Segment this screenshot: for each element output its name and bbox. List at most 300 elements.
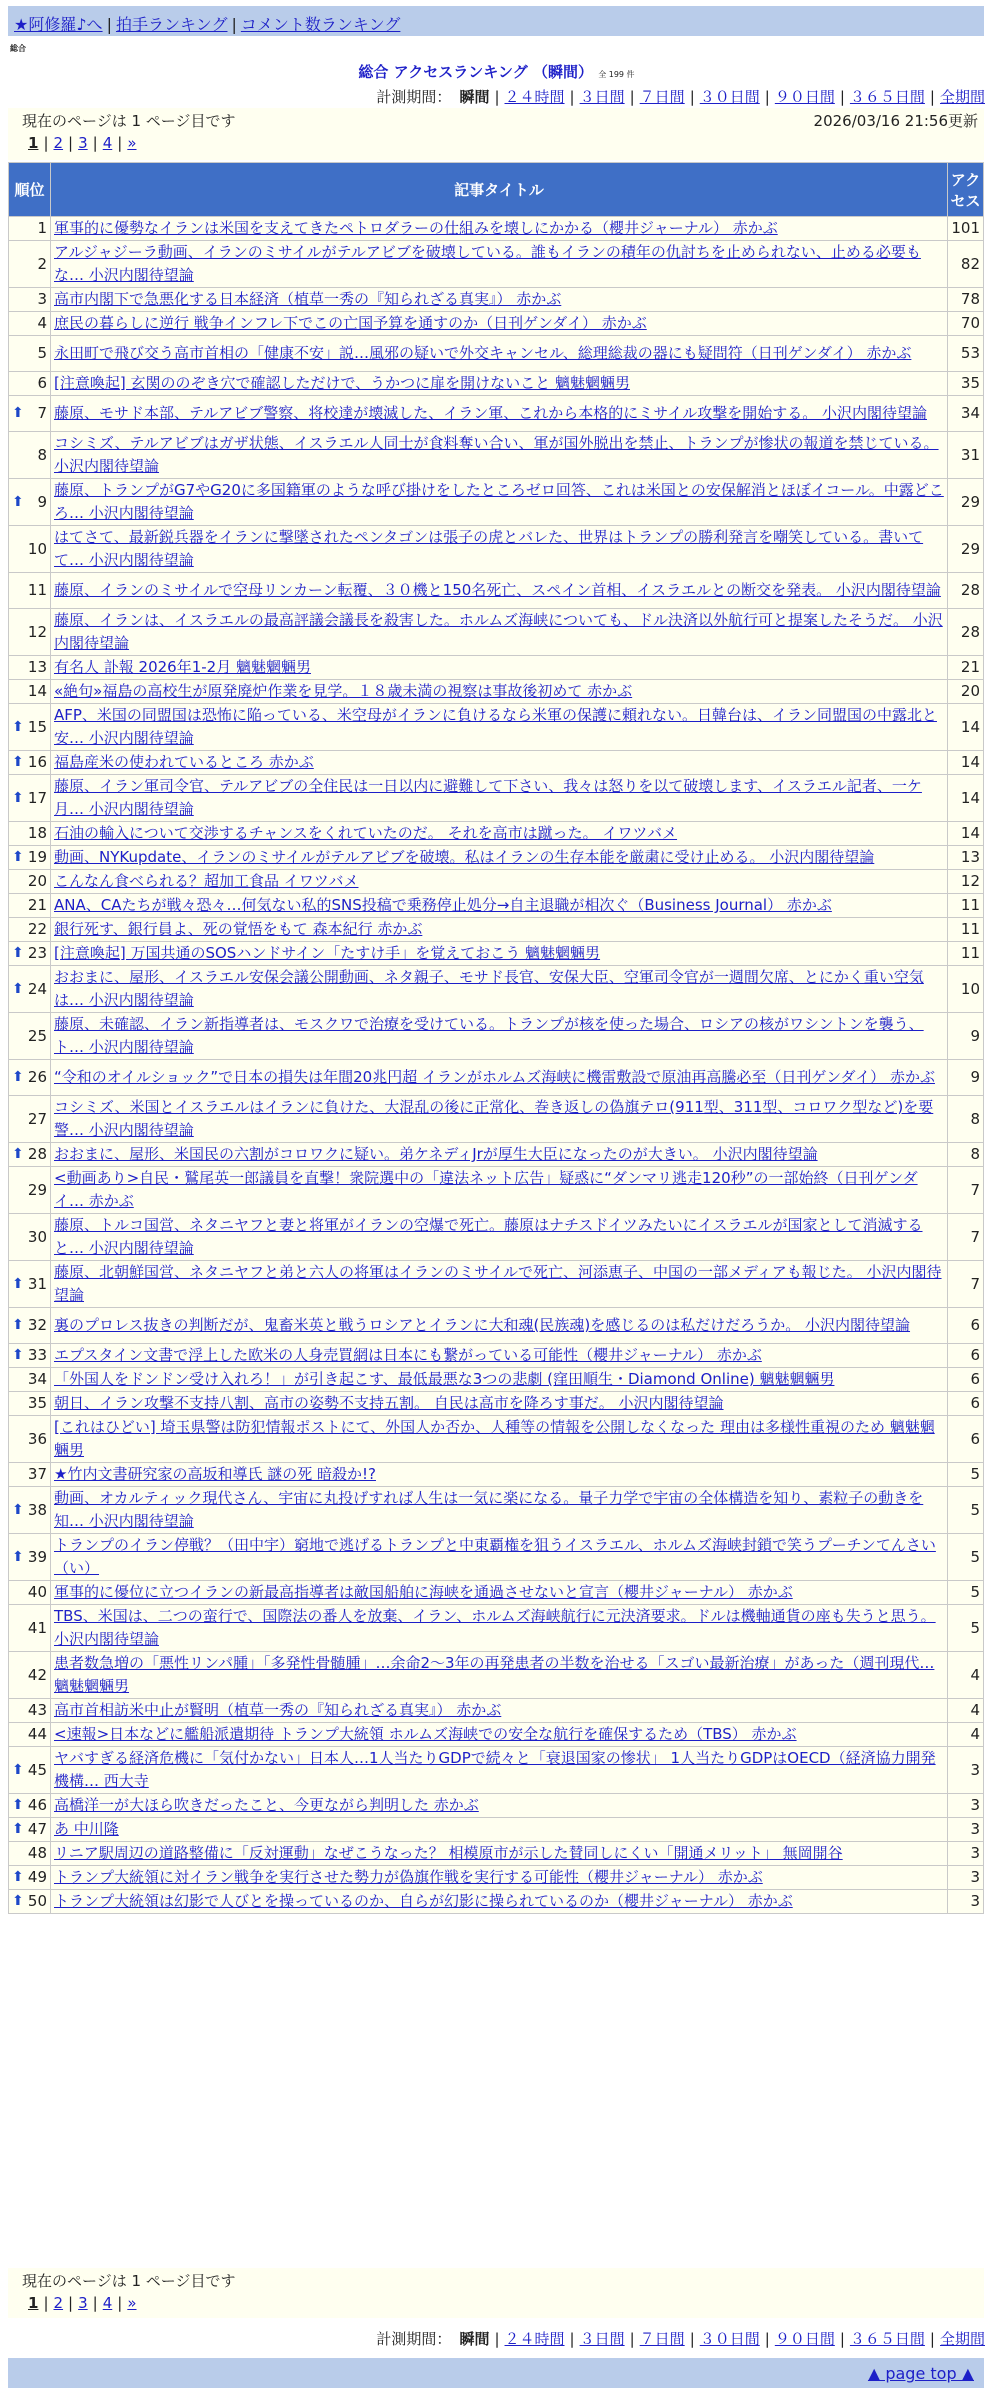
period-link[interactable]: ９０日間 (774, 2330, 835, 2348)
access-count: 13 (948, 846, 984, 870)
access-count: 6 (948, 1344, 984, 1368)
article-link[interactable]: おおまに、屋形、米国民の六割がコロワクに疑い。弟ケネディJrが厚生大臣になったのが大きい。 小沢内閣待望論 (54, 1145, 818, 1163)
article-link[interactable]: TBS、米国は、二つの蛮行で、国際法の番人を放棄、イラン、ホルムズ海峡航行に元決済要求。ドルは機軸通貨の座も失うと思う。 小沢内閣待望論 (54, 1607, 936, 1648)
article-count: 全 199 件 (598, 70, 635, 79)
rank-number: 36 (27, 1429, 47, 1448)
article-link[interactable]: AFP、米国の同盟国は恐怖に陥っている、米空母がイランに負けるなら米軍の保護に頼れない。日韓台は、イラン同盟国の中露北と安… 小沢内閣待望論 (54, 706, 937, 747)
rank-up-arrow-icon: ⬆ (12, 1146, 24, 1162)
period-link[interactable]: ３日間 (579, 88, 625, 106)
period-separator: | (569, 88, 575, 106)
rank-up-arrow-icon: ⬆ (12, 1069, 24, 1085)
rank-number: 18 (27, 824, 47, 842)
rank-number: 33 (27, 1346, 47, 1364)
table-row (9, 336, 984, 372)
rank-number: 50 (27, 1892, 47, 1910)
rank-header: 順位 (9, 163, 51, 217)
rank-number: 4 (37, 314, 47, 332)
table-row (9, 526, 984, 573)
period-link[interactable]: ３６５日間 (849, 2330, 925, 2348)
next-page-link[interactable]: » (127, 134, 137, 152)
home-link[interactable]: ★阿修羅♪へ (14, 15, 103, 34)
period-link[interactable]: ３日間 (579, 2330, 625, 2348)
page-top-link[interactable]: ▲ page top ▲ (867, 2364, 974, 2383)
pager-separator: | (68, 2294, 74, 2312)
title-cell (51, 966, 948, 1013)
table-row (9, 656, 984, 680)
comment-ranking-link[interactable]: コメント数ランキング (240, 15, 401, 34)
rank-number: 29 (27, 1180, 47, 1199)
rank-number: 37 (27, 1465, 47, 1483)
table-row (9, 751, 984, 775)
table-row (9, 1463, 984, 1487)
article-link[interactable]: ★竹内文書研究家の高坂和導氏 謎の死 暗殺か!? (54, 1465, 376, 1483)
period-link[interactable]: ３０日間 (699, 2330, 760, 2348)
article-link[interactable]: 朝日、イラン攻撃不支持八割、高市の姿勢不支持五割。 自民は高市を降ろす事だ。 小沢内閣待望論 (54, 1394, 724, 1412)
rank-cell (9, 526, 51, 573)
rank-up-arrow-icon: ⬆ (12, 789, 24, 806)
table-row (9, 312, 984, 336)
article-link[interactable]: 患者数急増の「悪性リンパ腫」「多発性骨髄腫」…余命2〜3年の再発患者の半数を治せる「スゴい最新治療」があった（週刊現代… 魑魅魍魎男 (54, 1654, 935, 1695)
title-header: 記事タイトル (51, 163, 948, 217)
title-cell (51, 1060, 948, 1096)
rank-up-arrow-icon: ⬆ (12, 1548, 24, 1565)
period-link[interactable]: ３０日間 (699, 88, 760, 106)
period-link[interactable]: ３６５日間 (849, 88, 925, 106)
rank-cell (9, 751, 51, 775)
table-row (9, 1096, 984, 1143)
access-count: 11 (948, 918, 984, 942)
rank-cell (9, 1060, 51, 1096)
article-link[interactable]: あ 中川隆 (54, 1820, 119, 1838)
access-count: 3 (948, 1818, 984, 1842)
access-count: 14 (948, 822, 984, 846)
rank-cell (9, 1214, 51, 1261)
rank-cell (9, 1096, 51, 1143)
rank-cell (9, 704, 51, 751)
rank-cell (9, 432, 51, 479)
table-row (9, 1368, 984, 1392)
rank-cell (9, 1818, 51, 1842)
access-count: 5 (948, 1487, 984, 1534)
nav-separator: | (231, 15, 237, 34)
rank-number: 14 (27, 682, 47, 700)
article-link[interactable]: 藤原、イランのミサイルで空母リンカーン転覆、３０機と150名死亡、スペイン首相、イスラエルとの断交を発表。 小沢内閣待望論 (54, 581, 941, 599)
rank-number: 20 (27, 872, 47, 890)
period-separator: | (929, 88, 935, 106)
rank-number: 21 (27, 896, 47, 914)
access-count: 34 (948, 396, 984, 432)
access-count: 8 (948, 1143, 984, 1167)
table-row (9, 1416, 984, 1463)
rank-number: 47 (27, 1820, 47, 1838)
rank-cell (9, 656, 51, 680)
rank-number: 34 (27, 1370, 47, 1388)
rank-number: 23 (27, 944, 47, 962)
category-label: 総合 (10, 44, 26, 53)
title-cell (51, 1534, 948, 1581)
article-link[interactable]: トランプ大統領は幻影で人びとを操っているのか、自らが幻影に操られているのか（櫻井ジャーナル） 赤かぶ (54, 1892, 793, 1910)
rank-number: 40 (27, 1583, 47, 1601)
pager-separator: | (117, 2294, 123, 2312)
table-row (9, 241, 984, 288)
article-link[interactable]: こんなん食べられる？超加工食品 イワツバメ (54, 872, 359, 890)
rank-cell (9, 372, 51, 396)
article-link[interactable]: おおまに、屋形、イスラエル安保会議公開動画、ネタ親子、モサド長官、安保大臣、空軍司令官が一週間欠席、とにかく重い空気は… 小沢内閣待望論 (54, 968, 924, 1009)
title-cell (51, 288, 948, 312)
table-row (9, 894, 984, 918)
rank-cell (9, 479, 51, 526)
rank-number: 2 (37, 254, 47, 273)
rank-number: 26 (27, 1068, 47, 1086)
title-cell (51, 1344, 948, 1368)
rank-number: 3 (37, 290, 47, 308)
footer-bar (8, 2358, 984, 2388)
page-link[interactable]: 3 (78, 134, 88, 152)
period-separator: | (764, 88, 770, 106)
title-cell (51, 526, 948, 573)
rank-cell (9, 1013, 51, 1060)
page-link[interactable]: 4 (102, 2294, 113, 2312)
rank-cell (9, 1261, 51, 1308)
access-count: 4 (948, 1699, 984, 1723)
pager-separator: | (43, 134, 49, 152)
article-link[interactable]: 有名人 訃報 2026年1-2月 魑魅魍魎男 (54, 658, 311, 676)
article-link[interactable]: 藤原、イラン軍司令官、テルアビブの全住民は一日以内に避難して下さい、我々は怒りを以て破壊します、イスラエル記者、一ケ月… 小沢内閣待望論 (54, 777, 922, 818)
table-row (9, 1818, 984, 1842)
period-current: 瞬間 (459, 88, 490, 106)
rank-up-arrow-icon: ⬆ (12, 1869, 24, 1885)
rank-number: 19 (27, 848, 47, 866)
access-count: 3 (948, 1842, 984, 1866)
table-row (9, 1392, 984, 1416)
page-link[interactable]: 2 (53, 134, 64, 152)
rank-cell (9, 312, 51, 336)
rank-cell (9, 966, 51, 1013)
access-count: 6 (948, 1368, 984, 1392)
period-link[interactable]: ７日間 (639, 2330, 685, 2348)
access-count: 6 (948, 1416, 984, 1463)
table-row (9, 680, 984, 704)
title-cell (51, 1368, 948, 1392)
period-separator: | (629, 2330, 635, 2348)
access-count: 53 (948, 336, 984, 372)
rank-cell (9, 894, 51, 918)
title-cell (51, 1487, 948, 1534)
rank-cell (9, 609, 51, 656)
rank-cell (9, 1487, 51, 1534)
rank-cell (9, 1723, 51, 1747)
rank-up-arrow-icon: ⬆ (12, 1501, 24, 1518)
rank-number: 45 (27, 1760, 47, 1779)
title-cell (51, 822, 948, 846)
article-link[interactable]: 軍事的に優勢なイランは米国を支えてきたペトロダラーの仕組みを壊しにかかる（櫻井ジャーナル） 赤かぶ (54, 219, 778, 237)
period-current: 瞬間 (459, 2330, 490, 2348)
title-cell (51, 217, 948, 241)
ranking-title: 総合 アクセスランキング （瞬間） (358, 63, 593, 81)
period-link[interactable]: ９０日間 (774, 88, 835, 106)
rank-cell (9, 1308, 51, 1344)
page-link[interactable]: 3 (78, 2294, 88, 2312)
rank-cell (9, 217, 51, 241)
access-count: 5 (948, 1605, 984, 1652)
rank-number: 24 (27, 979, 47, 998)
rank-up-arrow-icon: ⬆ (12, 1797, 24, 1813)
rank-cell (9, 573, 51, 609)
title-cell (51, 775, 948, 822)
pager-separator: | (117, 134, 123, 152)
article-link[interactable]: 動画、NYKupdate、イランのミサイルがテルアビブを破壊。私はイランの生存本能を厳粛に受け止める。 小沢内閣待望論 (54, 848, 875, 866)
access-count: 11 (948, 894, 984, 918)
rank-up-arrow-icon: ⬆ (12, 849, 24, 865)
title-cell (51, 1818, 948, 1842)
page-link[interactable]: 2 (53, 2294, 64, 2312)
rank-number: 10 (27, 539, 47, 558)
table-row (9, 1747, 984, 1794)
title-cell (51, 336, 948, 372)
article-link[interactable]: 藤原、トルコ国営、ネタニヤフと妻と将軍がイランの空爆で死亡。藤原はナチスドイツみたいにイスラエルが国家として消滅すると… 小沢内閣待望論 (54, 1216, 923, 1257)
period-link[interactable]: 全期間 (939, 88, 985, 106)
rank-number: 38 (27, 1500, 47, 1519)
page-link[interactable]: 4 (102, 134, 113, 152)
article-link[interactable]: <速報>日本などに艦船派遣期待 トランプ大統領 ホルムズ海峡での安全な航行を確保するため（TBS） 赤かぶ (54, 1725, 797, 1743)
access-count: 29 (948, 479, 984, 526)
pager (8, 2294, 984, 2312)
rank-up-arrow-icon: ⬆ (12, 1347, 24, 1363)
article-link[interactable]: [注意喚起] 万国共通のSOSハンドサイン「たすけ手」を覚えておこう 魑魅魍魎男 (54, 944, 601, 962)
article-link[interactable]: [注意喚起] 玄関ののぞき穴で確認しただけで、うかつに扉を開けないこと 魑魅魍魎男 (54, 374, 630, 392)
rank-number: 42 (27, 1665, 47, 1684)
access-count: 3 (948, 1890, 984, 1914)
rank-number: 44 (27, 1725, 47, 1743)
title-cell (51, 609, 948, 656)
period-link[interactable]: ７日間 (639, 88, 685, 106)
article-link[interactable]: 庶民の暮らしに逆行 戦争インフレ下でこの亡国予算を通すのか（日刊ゲンダイ） 赤かぶ (54, 314, 647, 332)
article-link[interactable]: 軍事的に優位に立つイランの新最高指導者は敵国船舶に海峡を通過させないと宣言（櫻井ジャーナル） 赤かぶ (54, 1583, 793, 1601)
table-row (9, 822, 984, 846)
access-count: 3 (948, 1866, 984, 1890)
rank-cell (9, 1605, 51, 1652)
article-link[interactable]: 藤原、モサド本部、テルアビブ警察、将校達が壊滅した、イラン軍、これから本格的にミサイル攻撃を開始する。 小沢内閣待望論 (54, 404, 927, 422)
period-separator: | (764, 2330, 770, 2348)
top-nav-bar (8, 6, 984, 36)
title-cell (51, 680, 948, 704)
table-row (9, 1013, 984, 1060)
nav-separator: | (106, 15, 112, 34)
article-link[interactable]: ANA、CAたちが戦々恐々…何気ない私的SNS投稿で乗務停止処分→自主退職が相次ぐ（Business Journal） 赤かぶ (54, 896, 832, 914)
article-link[interactable]: エプスタイン文書で浮上した欧米の人身売買網は日本にも繋がっている可能性（櫻井ジャーナル） 赤かぶ (54, 1346, 762, 1364)
table-row (9, 1167, 984, 1214)
table-row (9, 288, 984, 312)
page-indicator: 現在のページは 1 ページ目です (22, 2272, 236, 2290)
rank-cell (9, 846, 51, 870)
period-separator: | (494, 88, 500, 106)
article-link[interactable]: 高市内閣下で急悪化する日本経済（植草一秀の『知られざる真実』） 赤かぶ (54, 290, 562, 308)
period-label: 計測期間： (376, 88, 452, 106)
table-row (9, 1890, 984, 1914)
article-link[interactable]: 裏のプロレス抜きの判断だが、鬼畜米英と戦うロシアとイランに大和魂(民族魂)を感じるのは私だけだろうか。 小沢内閣待望論 (54, 1316, 911, 1334)
access-count: 14 (948, 704, 984, 751)
article-link[interactable]: «絶句»福島の高校生が原発廃炉作業を見学。１８歳未満の視察は事故後初めて 赤かぶ (54, 682, 633, 700)
rank-cell (9, 241, 51, 288)
access-count: 5 (948, 1581, 984, 1605)
article-link[interactable]: 動画、オカルティック現代さん、宇宙に丸投げすれば人生は一気に楽になる。量子力学で宇宙の全体構造を知り、素粒子の動きを知… 小沢内閣待望論 (54, 1489, 924, 1530)
period-link[interactable]: ２４時間 (504, 2330, 565, 2348)
access-header: アクセス (948, 163, 984, 217)
table-row (9, 918, 984, 942)
access-count: 4 (948, 1723, 984, 1747)
title-cell (51, 479, 948, 526)
rank-number: 11 (27, 581, 47, 599)
access-count: 3 (948, 1747, 984, 1794)
article-link[interactable]: コシミズ、テルアビブはガザ状態、イスラエル人同士が食料奪い合い、軍が国外脱出を禁止、トランプが惨状の報道を禁じている。 小沢内閣待望論 (54, 434, 939, 475)
table-row (9, 1060, 984, 1096)
access-count: 31 (948, 432, 984, 479)
access-count: 28 (948, 609, 984, 656)
article-link[interactable]: リニア駅周辺の道路整備に「反対運動」なぜこうなった？ 相模原市が示した賛同しにくい「開通メリット」 無岡開谷 (54, 1844, 843, 1862)
rank-number: 25 (27, 1026, 47, 1045)
rank-cell (9, 1344, 51, 1368)
table-row (9, 1581, 984, 1605)
rank-up-arrow-icon: ⬆ (12, 945, 24, 961)
article-link[interactable]: 「外国人をドンドン受け入れろ！」が引き起こす、最低最悪な3つの悲劇 (窪田順生・Diamond Online) 魑魅魍魎男 (54, 1370, 835, 1388)
current-page: 1 (28, 2294, 39, 2312)
period-link[interactable]: ２４時間 (504, 88, 565, 106)
rank-up-arrow-icon: ⬆ (12, 754, 24, 770)
period-link[interactable]: 全期間 (939, 2330, 985, 2348)
article-link[interactable]: コシミズ、米国とイスラエルはイランに負けた、大混乱の後に正常化、巻き返しの偽旗テロ(911型、311型、コロワク型など)を要警… 小沢内閣待望論 (54, 1098, 934, 1139)
rank-number: 1 (37, 219, 47, 237)
page-indicator: 現在のページは 1 ページ目です (22, 112, 236, 130)
article-link[interactable]: 高市首相訪米中止が賢明（植草一秀の『知られざる真実』） 赤かぶ (54, 1701, 502, 1719)
article-link[interactable]: 福島産米の使われているところ 赤かぶ (54, 753, 314, 771)
rank-number: 13 (27, 658, 47, 676)
access-count: 21 (948, 656, 984, 680)
article-link[interactable]: 永田町で飛び交う高市首相の「健康不安」説…風邪の疑いで外交キャンセル、総理総裁の器にも疑問符（日刊ゲンダイ） 赤かぶ (54, 344, 912, 362)
table-row (9, 217, 984, 241)
access-count: 12 (948, 870, 984, 894)
table-row (9, 609, 984, 656)
title-cell (51, 573, 948, 609)
rank-up-arrow-icon: ⬆ (12, 405, 24, 421)
rank-cell (9, 1392, 51, 1416)
pager-separator: | (68, 134, 74, 152)
title-cell (51, 241, 948, 288)
table-row (9, 396, 984, 432)
rank-cell (9, 1747, 51, 1794)
table-row (9, 942, 984, 966)
access-count: 3 (948, 1794, 984, 1818)
clap-ranking-link[interactable]: 拍手ランキング (115, 15, 228, 34)
title-cell (51, 1652, 948, 1699)
article-link[interactable]: 銀行死す、銀行員よ、死の覚悟をもて 森本紀行 赤かぶ (54, 920, 423, 938)
article-link[interactable]: トランプ大統領に対イラン戦争を実行させた勢力が偽旗作戦を実行する可能性（櫻井ジャーナル） 赤かぶ (54, 1868, 763, 1886)
access-count: 9 (948, 1060, 984, 1096)
next-page-link[interactable]: » (127, 2294, 137, 2312)
title-cell (51, 1167, 948, 1214)
rank-number: 35 (27, 1394, 47, 1412)
article-link[interactable]: <動画あり>自民・鷲尾英一郎議員を直撃！衆院選中の「違法ネット広告」疑惑に“ダンマリ逃走120秒”の一部始終（日刊ゲンダイ… 赤かぶ (54, 1169, 918, 1210)
title-cell (51, 1699, 948, 1723)
access-count: 70 (948, 312, 984, 336)
rank-cell (9, 336, 51, 372)
table-row (9, 1699, 984, 1723)
rank-number: 43 (27, 1701, 47, 1719)
rank-number: 7 (37, 404, 47, 422)
title-cell (51, 1794, 948, 1818)
article-link[interactable]: 藤原、未確認、イラン新指導者は、モスクワで治療を受けている。トランプが核を使った場合、ロシアの核がワシントンを襲う、ト… 小沢内閣待望論 (54, 1015, 924, 1056)
title-cell (51, 1890, 948, 1914)
article-link[interactable]: 藤原、トランプがG7やG20に多国籍軍のような呼び掛けをしたところゼロ回答、これは米国との安保解消とほぼイコール。中露どころ… 小沢内閣待望論 (54, 481, 944, 522)
period-separator: | (689, 88, 695, 106)
table-row (9, 966, 984, 1013)
updated-timestamp: 2026/03/16 21:56更新 (813, 112, 978, 130)
access-count: 8 (948, 1096, 984, 1143)
page-info-top (8, 108, 984, 160)
table-row (9, 1534, 984, 1581)
article-link[interactable]: 藤原、北朝鮮国営、ネタニヤフと弟と六人の将軍はイランのミサイルで死亡、河添恵子、中国の一部メディアも報じた。 小沢内閣待望論 (54, 1263, 942, 1304)
period-separator: | (689, 2330, 695, 2348)
access-count: 28 (948, 573, 984, 609)
rank-cell (9, 775, 51, 822)
article-link[interactable]: “令和のオイルショック”で日本の損失は年間20兆円超 イランがホルムズ海峡に機雷敷設で原油再高騰必至（日刊ゲンダイ） 赤かぶ (54, 1068, 935, 1086)
article-link[interactable]: 石油の輸入について交渉するチャンスをくれていたのだ。 それを高市は蹴った。 イワツバメ (54, 824, 678, 842)
title-cell (51, 1261, 948, 1308)
article-link[interactable]: 高橋洋一が大ほら吹きだったこと、今更ながら判明した 赤かぶ (54, 1796, 479, 1814)
period-separator: | (929, 2330, 935, 2348)
title-cell (51, 396, 948, 432)
access-count: 4 (948, 1652, 984, 1699)
access-count: 29 (948, 526, 984, 573)
article-link[interactable]: [これはひどい] 埼玉県警は防犯情報ポストにて、外国人か否か、人種等の情報を公開しなくなった 理由は多様性重視のため 魑魅魍魎男 (54, 1418, 935, 1459)
title-cell (51, 894, 948, 918)
page-info-bottom (8, 2268, 984, 2318)
table-row (9, 1214, 984, 1261)
rank-cell (9, 1368, 51, 1392)
rank-number: 6 (37, 374, 47, 392)
title-cell (51, 1143, 948, 1167)
title-cell (51, 704, 948, 751)
title-cell (51, 312, 948, 336)
rank-up-arrow-icon: ⬆ (12, 1275, 24, 1292)
rank-number: 17 (27, 788, 47, 807)
article-link[interactable]: ヤバすぎる経済危機に「気付かない」日本人…1人当たりGDPで続々と「衰退国家の惨状」 1人当たりGDPはOECD（経済協力開発機構… 西大寺 (54, 1749, 936, 1790)
rank-up-arrow-icon: ⬆ (12, 718, 24, 735)
table-row (9, 1487, 984, 1534)
period-links (489, 2330, 985, 2348)
article-link[interactable]: 藤原、イランは、イスラエルの最高評議会議長を殺害した。ホルムズ海峡についても、ドル決済以外航行可と提案したそうだ。 小沢内閣待望論 (54, 611, 943, 652)
rank-cell (9, 680, 51, 704)
ranking-table (8, 162, 984, 1914)
rank-cell (9, 1167, 51, 1214)
article-link[interactable]: トランプのイラン停戦？（田中宇）窮地で逃げるトランプと中東覇権を狙うイスラエル、ホルムズ海峡封鎖で笑うプーチンてんさい（い） (54, 1536, 936, 1577)
rank-cell (9, 1416, 51, 1463)
pager-separator: | (92, 2294, 98, 2312)
access-count: 78 (948, 288, 984, 312)
rank-up-arrow-icon: ⬆ (12, 980, 24, 997)
title-cell (51, 1723, 948, 1747)
access-count: 14 (948, 751, 984, 775)
rank-up-arrow-icon: ⬆ (12, 1821, 24, 1837)
article-link[interactable]: アルジャジーラ動画、イランのミサイルがテルアビブを破壊している。誰もイランの積年の仇討ちを止められない、止める必要もな… 小沢内閣待望論 (54, 243, 921, 284)
ranking-body (9, 217, 984, 1914)
title-cell (51, 942, 948, 966)
title-cell (51, 1747, 948, 1794)
rank-cell (9, 1890, 51, 1914)
rank-number: 49 (27, 1868, 47, 1886)
title-cell (51, 656, 948, 680)
article-link[interactable]: はてさて、最新鋭兵器をイランに撃墜されたペンタゴンは張子の虎とバレた、世界はトランプの勝利発言を嘲笑している。書いてて… 小沢内閣待望論 (54, 528, 924, 569)
table-row (9, 1344, 984, 1368)
